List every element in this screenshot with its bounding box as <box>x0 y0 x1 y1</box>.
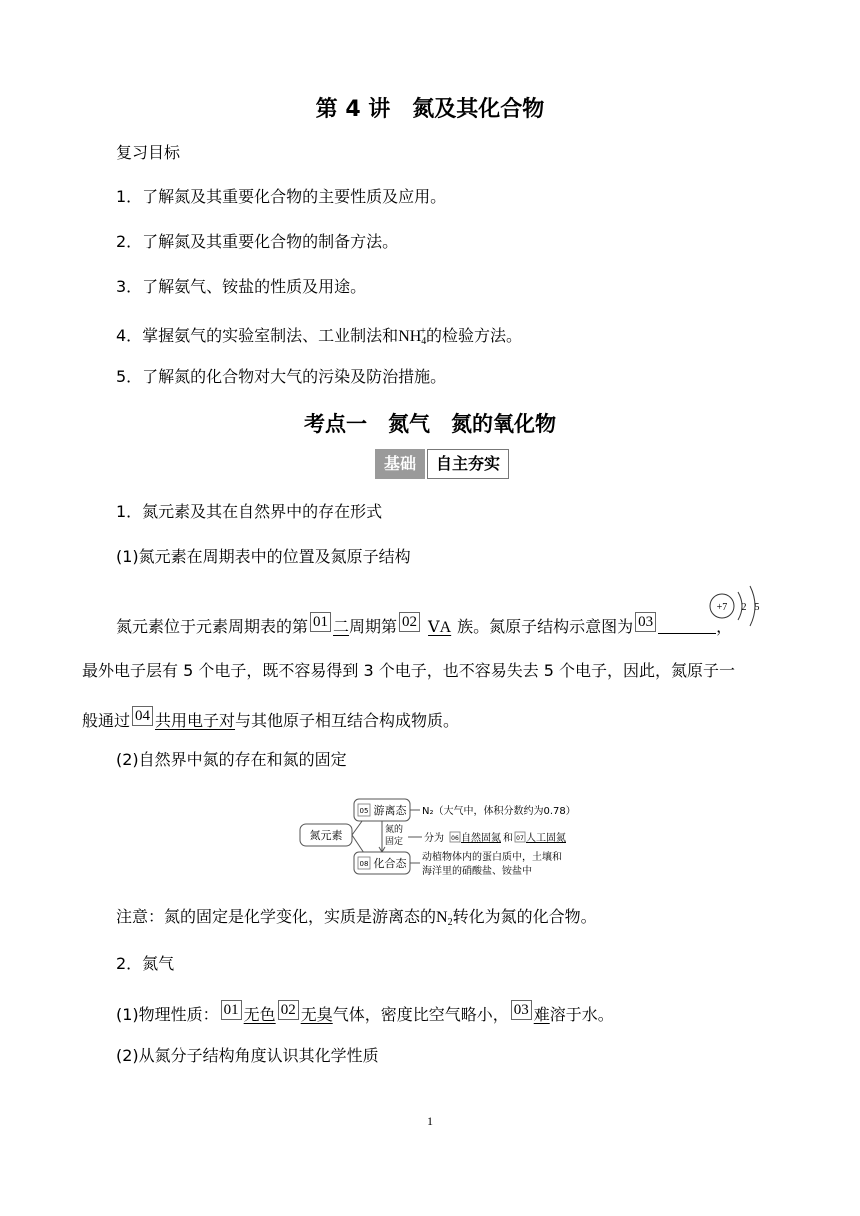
item-1-2-heading: (2)自然界中氮的存在和氮的固定 <box>116 750 347 769</box>
diagram-mid-and: 和 <box>503 833 513 844</box>
answer-number-2-02: 02 <box>278 1000 299 1020</box>
diagram-bottom-number: 08 <box>359 860 369 868</box>
atom-shell-2-electrons: 5 <box>754 602 760 613</box>
para1-line3 <box>82 706 459 732</box>
para1-text3: 族。氮原子结构示意图为 <box>457 617 634 636</box>
objective-2: 2．了解氮及其重要化合物的制备方法。 <box>116 232 399 251</box>
section-title: 考点一 氮气 氮的氧化物 <box>304 412 556 436</box>
item-2-1-text3: 溶于水。 <box>549 1005 614 1024</box>
objective-4-text: 4．掌握氨气的实验室制法、工业制法和 <box>116 326 399 345</box>
diagram-mid-answer-2: 人工固氮 <box>526 833 566 844</box>
item-2-1 <box>116 1000 614 1026</box>
diagram-bottom-description-2: 海洋里的硝酸盐、铵盐中 <box>422 866 532 877</box>
atom-nucleus-charge: +7 <box>716 602 728 613</box>
diagram-top-description: N₂（大气中，体积分数约为0.78） <box>422 806 576 817</box>
section-banner <box>375 449 509 479</box>
answer-number-02: 02 <box>399 612 420 632</box>
item-1-1-heading: (1)氮元素在周期表中的位置及氮原子结构 <box>116 547 411 566</box>
diagram-mid-number-2: 07 <box>516 835 524 842</box>
objective-1: 1．了解氮及其重要化合物的主要性质及应用。 <box>116 187 447 206</box>
item-1-heading: 1．氮元素及其在自然界中的存在形式 <box>116 502 383 521</box>
para1-text6: 与其他原子相互结合构成物质。 <box>235 711 460 730</box>
para1-line2: 最外电子层有 5 个电子，既不容易得到 3 个电子，也不容易失去 5 个电子，因此，氮原子一 <box>82 661 736 680</box>
nitrogen-atom-diagram <box>700 582 780 630</box>
item-2-heading: 2．氮气 <box>116 954 175 973</box>
page-title: 第 4 讲 氮及其化合物 <box>315 97 545 122</box>
diagram-fixation-label-1: 氮的 <box>385 825 404 835</box>
diagram-top-number: 05 <box>359 807 369 815</box>
note <box>116 906 597 934</box>
diagram-bottom-description-1: 动植物体内的蛋白质中，土壤和 <box>422 852 562 863</box>
item-2-1-text2: 气体，密度比空气略小， <box>332 1005 509 1024</box>
note-n2: N <box>436 909 448 926</box>
para1-text1: 氮元素位于元素周期表的第 <box>116 617 309 636</box>
note-text-2: 转化为氮的化合物。 <box>452 907 597 926</box>
answer-number-2-03: 03 <box>511 1000 532 1020</box>
nitrogen-existence-diagram <box>296 792 596 884</box>
answer-04: 共用电子对 <box>155 711 236 730</box>
note-text-1: 注意：氮的固定是化学变化，实质是游离态的 <box>116 907 437 926</box>
answer-2-03: 难 <box>533 1005 550 1024</box>
para1-text4: ， <box>716 617 733 636</box>
answer-2-01: 无色 <box>243 1005 276 1024</box>
answer-number-04: 04 <box>132 706 153 726</box>
diagram-fixation-label-2: 固定 <box>385 837 404 847</box>
answer-2-02: 无臭 <box>300 1005 333 1024</box>
para1-text5: 般通过 <box>82 711 131 730</box>
answer-01: 二 <box>333 617 350 636</box>
banner-left: 基础 <box>375 449 425 479</box>
diagram-root-label: 氮元素 <box>309 829 343 842</box>
diagram-top-label: 游离态 <box>373 804 407 817</box>
answer-02: ⅤA <box>428 619 452 636</box>
answer-number-03: 03 <box>635 612 656 632</box>
objective-4 <box>116 321 522 353</box>
diagram-bottom-label: 化合态 <box>373 857 407 870</box>
atom-shell-1-electrons: 2 <box>741 602 747 613</box>
diagram-mid-number-1: 06 <box>451 835 459 842</box>
banner-right: 自主夯实 <box>427 449 509 479</box>
answer-number-2-01: 01 <box>221 1000 242 1020</box>
nh4-superscript: + <box>420 326 426 337</box>
nh4-subscript: 4 <box>421 336 427 347</box>
diagram-mid-description-prefix: 分为 <box>424 833 444 844</box>
objective-3: 3．了解氨气、铵盐的性质及用途。 <box>116 277 367 296</box>
item-2-1-text1: (1)物理性质： <box>116 1005 219 1024</box>
objective-5: 5．了解氮的化合物对大气的污染及防治措施。 <box>116 367 447 386</box>
nh4-formula: NH <box>398 328 422 345</box>
page-number: 1 <box>427 1114 433 1128</box>
para1-text2: 周期第 <box>349 617 398 636</box>
item-2-2: (2)从氮分子结构角度认识其化学性质 <box>116 1046 379 1065</box>
review-heading: 复习目标 <box>116 143 181 162</box>
objective-4-tail: 的检验方法。 <box>425 326 522 345</box>
para1-line1 <box>116 612 732 639</box>
answer-number-01: 01 <box>310 612 331 632</box>
diagram-mid-answer-1: 自然固氮 <box>461 833 501 844</box>
note-n2-subscript: 2 <box>447 917 453 928</box>
